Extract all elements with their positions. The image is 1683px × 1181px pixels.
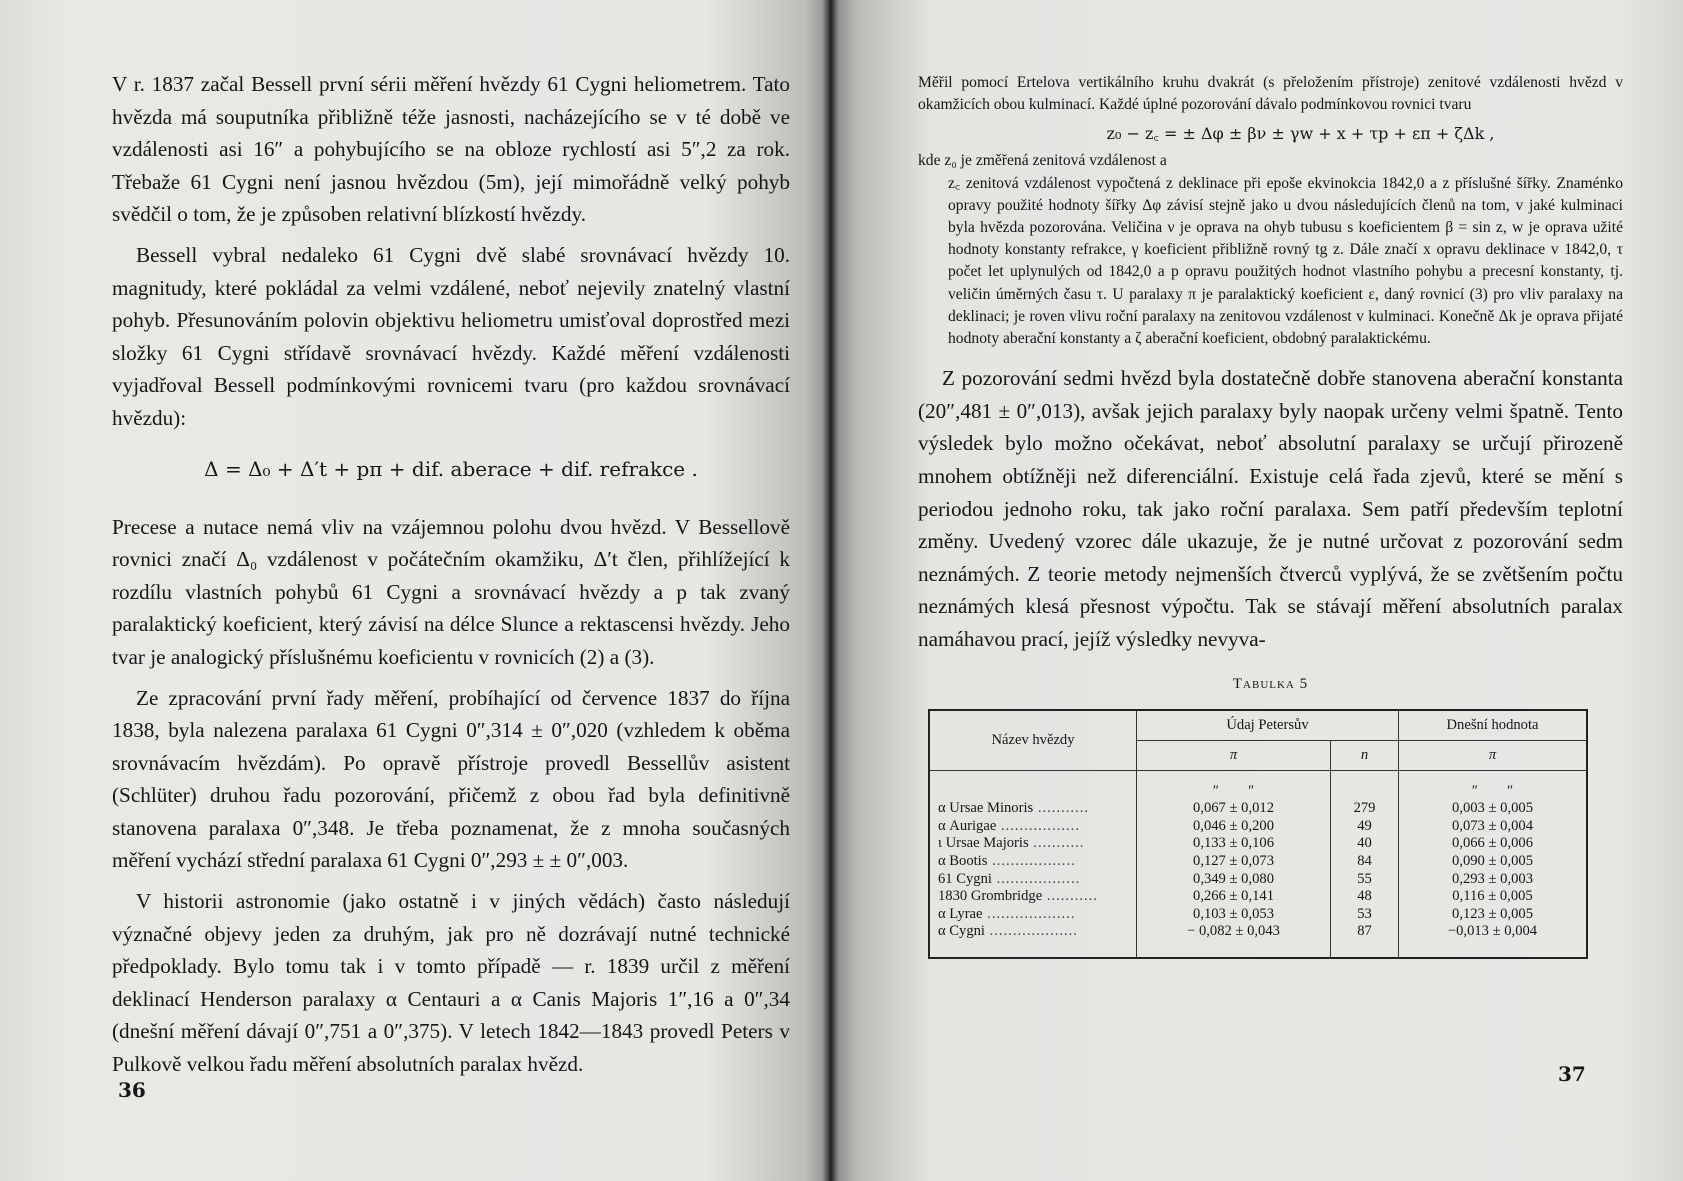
star-name: α Lyrae ................... [929,906,1137,924]
observation-count: 84 [1331,853,1399,871]
right-page-text [918,362,1623,655]
parallax-peters: 0,133 ± 0,106 [1193,835,1274,852]
table-row [929,923,1587,958]
header-peters: Údaj Petersův [1137,710,1399,741]
paragraph-3: Precese a nutace nemá vliv na vzájemnou polohu dvou hvězd. V Bessellově rovnici značí Δ₀ vzdálenost v počátečním okamžiku, Δ′t člen, přihlížející k rozdílu vlastních pohybů 61 Cygni a srovnávací hvězdy a p tak zvaný paralaktický koeficient, který závisí na délce Slunce a rektascensi hvězdy. Jeho tvar je analogický příslušnému koeficientu v rovnicích (2) a (3). [112,514,790,669]
parallax-peters: − 0,082 ± 0,043 [1187,923,1280,940]
table-units-row [929,770,1587,800]
table-row [929,853,1587,871]
leader-dots: .................. [991,870,1081,887]
star-name: α Bootis .................. [929,853,1137,871]
left-page [0,0,830,1181]
small-where-1: kde z₀ je změřená zenitová vzdálenost a [918,152,1167,170]
observation-count: 55 [1331,871,1399,889]
table-row [929,800,1587,818]
star-name: α Aurigae ................. [929,818,1137,836]
star-name: 1830 Grombridge ........... [929,888,1137,906]
small-intro: Měřil pomocí Ertelova vertikálního kruhu dvakrát (s přeložením přístroje) zenitové vzdálenosti hvězd v okamžicích obou kulminací. Každé úplné pozorování dávalo podmínkovou rovnici tvaru [918,74,1623,114]
observation-count: 53 [1331,906,1399,924]
observation-count: 40 [1331,835,1399,853]
parallax-today: −0,013 ± 0,004 [1399,923,1587,958]
table-row [929,906,1587,924]
paragraph-1: V r. 1837 začal Bessell první sérii měření hvězdy 61 Cygni heliometrem. Tato hvězda má souputníka přibližně téže jasnosti, nacházejícího se v té době ve vzdálenosti asi 16″ a pohybujícího se na obloze rychlostí asi 5″,2 za rok. Třebaže 61 Cygni není jasnou hvězdou (5m), její mimořádně velký pohyb svědčil o tom, že je způsoben relativní blízkostí hvězdy. [112,72,790,227]
parallax-today: 0,123 ± 0,005 [1399,906,1587,924]
star-name: α Cygni ................... [929,923,1137,958]
star-name: ι Ursae Majoris ........... [929,835,1137,853]
header-today: Dnešní hodnota [1399,710,1587,741]
table-row [929,818,1587,836]
parallax-peters: 0,067 ± 0,012 [1193,800,1274,817]
leader-dots: ................. [996,817,1080,834]
leader-dots: .................. [987,852,1076,869]
parallax-peters: 0,103 ± 0,053 [1193,905,1274,922]
units-peters: ″ ″ [1212,782,1255,799]
observation-count: 49 [1331,818,1399,836]
right-page [830,0,1683,1181]
page-number-left: 36 [118,1078,146,1102]
parallax-today: 0,066 ± 0,006 [1399,835,1587,853]
parallax-today: 0,073 ± 0,004 [1399,818,1587,836]
leader-dots: ........... [1028,835,1085,852]
table-row [929,871,1587,889]
leader-dots: ........... [1033,800,1089,817]
parallax-table [928,709,1588,959]
units-today: ″ ″ [1399,770,1587,800]
small-where-2: z꜀ zenitová vzdálenost vypočtená z deklinace při epoše ekvinokcia 1842,0 a z příslušné šířky. Znaménko opravy použité hodnoty šířky Δφ závisí stejně jako u dvou následujících členů na tom, v jaké kulminaci byla hvězda pozorována. Veličina ν je oprava na ohyb tubusu s koeficientem β = sin z, w je oprava užité hodnoty konstanty refrakce, γ koeficient přibližně rovný tg z. Dále značí x opravu deklinace v 1842,0, τ počet let uplynulých od 1842,0 a p opravu použitých hodnot vlastního pohybu a precesní konstanty, tj. veličin úměrných času τ. U paralaxy π je paralaktický koeficient ε, daný rovnicí (3) pro vliv paralaxy na deklinaci; je roven vlivu roční paralaxy na zenitovou vzdálenost v kulminaci. Konečně Δk je oprava přijaté hodnoty aberační konstanty a ζ aberační koeficient, obdobný paralaktickému. [948,174,1623,348]
leader-dots: ........... [1042,888,1098,905]
header-name: Název hvězdy [929,710,1137,771]
paragraph-2: Bessell vybral nedaleko 61 Cygni dvě slabé srovnávací hvězdy 10. magnitudy, které pokládal za velmi vzdálené, neboť nejevily znatelný vlastní pohyb. Přesunováním polovin objektivu heliometru umisťoval doprostřed mezi složky 61 Cygni střídavě srovnávací hvězdy. Každé měření vzdálenosti vyjadřoval Bessell podmínkovými rovnicemi tvaru (pro každou srovnávací hvězdu): [112,242,790,430]
observation-count: 48 [1331,888,1399,906]
parallax-today: 0,293 ± 0,003 [1399,871,1587,889]
right-page-small-text [918,72,1623,350]
parallax-peters: 0,349 ± 0,080 [1193,870,1274,887]
leader-dots: ................... [982,905,1076,922]
subheader-pi-today: π [1399,740,1587,770]
bessell-equation: Δ = Δ₀ + Δ′t + pπ + dif. aberace + dif. refrakce . [204,456,698,481]
main-paragraph: Z pozorování sedmi hvězd byla dostatečně dobře stanovena aberační konstanta (20″,481 ± 0″,013), avšak jejich paralaxy byly naopak určeny velmi špatně. Tento výsledek bylo možno očekávat, neboť absolutní paralaxy se určují přirozeně mnohem obtížněji než diferenciální. Existuje celá řada zjevů, které se mění s periodou jednoho roku, tak jako roční paralaxa. Sem patří především teplotní změny. Uvedený vzorec dále ukazuje, že je nutné určovat z pozorování sedm neznámých. Z teorie metody nejmenších čtverců vyplývá, že se zvětšením počtu neznámých klesá přesnost výpočtu. Tak se stávají měření absolutních paralax namáhavou prací, jejíž výsledky nevyva- [918,366,1623,651]
subheader-pi-peters: π [1137,740,1331,770]
parallax-today: 0,003 ± 0,005 [1399,800,1587,818]
parallax-peters: 0,046 ± 0,200 [1193,817,1274,834]
star-name: α Ursae Minoris ........... [929,800,1137,818]
page-number-right: 37 [1558,1062,1586,1086]
paragraph-5: V historii astronomie (jako ostatně i v jiných vědách) často následují význačné objevy jeden za druhým, jak pro ně dozrávají nutné technické předpoklady. Bylo tomu tak i v tomto případě — r. 1839 určil z měření deklinací Henderson paralaxy α Centauri a α Canis Majoris 1″,16 a 0″,34 (dnešní měření dávají 0″,751 a 0″,375). V letech 1842—1843 provedl Peters v Pulkově velkou řadu měření absolutních paralax hvězd. [112,889,790,1077]
paragraph-4: Ze zpracování první řady měření, probíhající od července 1837 do října 1838, byla nalezena paralaxa 61 Cygni 0″,314 ± 0″,020 (vzhledem k oběma srovnávacím hvězdám). Po opravě přístroje provedl Bessellův asistent (Schlüter) druhou řadu pozorování, přičemž z obou řad byla definitivně stanovena paralaxa 0″,348. Je třeba poznamenat, že z mnoha současných měření vychází střední paralaxa 61 Cygni 0″,293 ± ± 0″,003. [112,685,790,873]
subheader-n: n [1331,740,1399,770]
table-row [929,835,1587,853]
parallax-today: 0,116 ± 0,005 [1399,888,1587,906]
table-row [929,888,1587,906]
leader-dots: ................... [984,923,1078,940]
left-page-text [112,68,790,1081]
parallax-today: 0,090 ± 0,005 [1399,853,1587,871]
peters-equation: z₀ − z꜀ = ± Δφ ± βν ± γw + x + τp + επ + ζΔk , [1106,124,1495,144]
parallax-peters: 0,266 ± 0,141 [1193,888,1274,905]
table-title: Tabulka 5 [1232,675,1309,692]
star-name: 61 Cygni .................. [929,871,1137,889]
book-gutter [822,0,838,1181]
table-body [929,770,1587,958]
observation-count: 87 [1331,923,1399,958]
observation-count: 279 [1331,800,1399,818]
parallax-peters: 0,127 ± 0,073 [1193,852,1274,869]
